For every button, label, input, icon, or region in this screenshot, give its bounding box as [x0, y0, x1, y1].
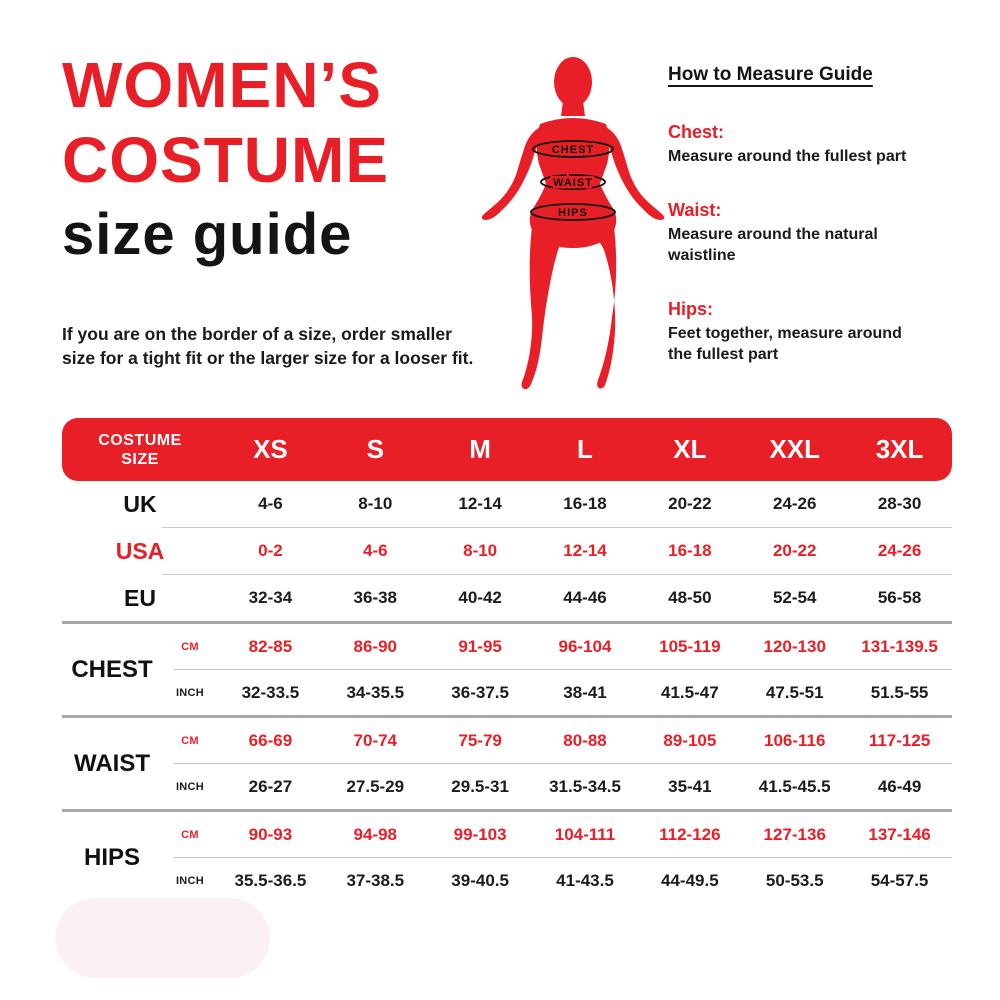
size-value-cell: 26-27	[248, 776, 293, 796]
region-row-label: UK	[123, 490, 157, 517]
size-value-cell: 39-40.5	[451, 870, 509, 890]
unit-label-cm: CM	[181, 828, 199, 841]
region-row-values	[218, 575, 952, 621]
figure-waist-label: WAIST	[553, 177, 593, 189]
size-value-cell: 36-37.5	[451, 682, 509, 702]
section-label: HIPS	[83, 843, 140, 871]
intro-note-line-2: size for a tight fit or the larger size for a looser fit.	[62, 348, 474, 368]
size-value-cell: 82-85	[248, 636, 293, 656]
intro-note-line-1: If you are on the border of a size, order smaller	[62, 324, 452, 344]
size-value-cell: 16-18	[563, 494, 607, 513]
measure-item-hips	[668, 299, 924, 365]
female-silhouette-figure	[480, 52, 675, 400]
size-header-cell: L	[577, 434, 593, 464]
size-value-cell: 32-34	[248, 588, 293, 607]
size-value-cell: 120-130	[763, 636, 826, 656]
size-value-cell: 24-26	[877, 541, 922, 560]
title-line-womens: WOMEN’S	[62, 49, 382, 121]
section-label: WAIST	[74, 749, 150, 777]
size-header-cell: XL	[673, 434, 707, 464]
size-value-cell: 94-98	[353, 824, 398, 844]
section-chest	[62, 624, 952, 715]
chest-cm-values	[218, 624, 952, 669]
unit-label-inch: INCH	[175, 874, 205, 887]
size-header-cell: XS	[253, 434, 288, 464]
unit-label-inch: INCH	[175, 686, 205, 699]
size-value-cell: 35.5-36.5	[234, 870, 307, 890]
size-value-cell: 32-33.5	[241, 682, 300, 702]
size-value-cell: 80-88	[563, 730, 607, 750]
measure-item-label: Waist:	[668, 200, 722, 220]
size-value-cell: 38-41	[563, 682, 607, 702]
table-header-row	[62, 418, 952, 481]
size-value-cell: 0-2	[258, 541, 283, 560]
figure-right-leg	[578, 227, 616, 389]
size-value-cell: 66-69	[248, 730, 293, 750]
measure-item-label: Hips:	[668, 299, 713, 319]
size-value-cell: 36-38	[353, 588, 398, 607]
size-value-cell: 48-50	[668, 588, 712, 607]
header-size-word: SIZE	[121, 450, 159, 468]
figure-hips-label: HIPS	[558, 207, 588, 219]
page-title	[62, 48, 389, 272]
intro-note	[62, 322, 473, 370]
waist-inch-values	[218, 764, 952, 809]
size-value-cell: 127-136	[763, 824, 826, 844]
waist-cm-row	[62, 718, 952, 763]
header-costume-word: COSTUME	[98, 431, 182, 449]
size-header-cell: XXL	[769, 434, 820, 464]
size-value-cell: 47.5-51	[765, 682, 824, 702]
size-value-cell: 52-54	[772, 588, 817, 607]
size-value-cell: 131-139.5	[861, 636, 938, 656]
size-value-cell: 41.5-47	[661, 682, 719, 702]
size-value-cell: 112-126	[659, 824, 721, 844]
measure-item-waist	[668, 200, 924, 266]
measure-item-text: Measure around the fullest part	[668, 148, 907, 165]
region-row-values	[218, 528, 952, 574]
size-value-cell: 104-111	[554, 824, 616, 844]
figure-right-arm	[604, 126, 664, 220]
size-value-cell: 51.5-55	[870, 682, 929, 702]
size-value-cell: 29.5-31	[451, 776, 509, 796]
hips-cm-row	[62, 812, 952, 857]
region-row-eu	[62, 575, 952, 621]
size-value-cell: 12-14	[458, 494, 502, 513]
faded-watermark-shape	[55, 898, 270, 978]
region-row-usa	[62, 528, 952, 574]
hips-cm-values	[218, 812, 952, 857]
size-value-cell: 46-49	[877, 776, 922, 796]
size-value-cell: 31.5-34.5	[549, 776, 621, 796]
unit-label-cm: CM	[181, 734, 199, 747]
size-value-cell: 41-43.5	[556, 870, 614, 890]
section-waist	[62, 718, 952, 809]
waist-inch-row	[62, 764, 952, 809]
size-value-cell: 41.5-45.5	[758, 776, 831, 796]
size-value-cell: 8-10	[358, 494, 393, 513]
title-line-costume: COSTUME	[62, 124, 389, 196]
measure-item-text: Measure around the natural waistline	[668, 226, 878, 264]
hips-inch-row	[62, 858, 952, 903]
size-value-cell: 4-6	[258, 494, 283, 513]
size-value-cell: 35-41	[668, 776, 712, 796]
size-value-cell: 99-103	[453, 824, 507, 844]
region-row-uk	[62, 481, 952, 527]
size-value-cell: 75-79	[458, 730, 502, 750]
chest-inch-row	[62, 670, 952, 715]
size-value-cell: 44-46	[563, 588, 607, 607]
size-value-cell: 16-18	[668, 541, 712, 560]
figure-left-arm	[482, 126, 542, 220]
size-value-cell: 70-74	[353, 730, 398, 750]
size-value-cell: 4-6	[362, 541, 388, 560]
size-value-cell: 24-26	[772, 494, 817, 513]
measure-item-text: Feet together, measure around the fullest part	[668, 325, 902, 363]
size-value-cell: 28-30	[877, 494, 922, 513]
size-value-cell: 12-14	[563, 541, 607, 560]
section-hips	[62, 812, 952, 903]
size-header-cell: 3XL	[875, 434, 924, 464]
size-value-cell: 90-93	[248, 824, 293, 844]
figure-left-leg	[522, 227, 570, 389]
size-value-cell: 86-90	[353, 636, 398, 656]
region-row-label: EU	[124, 584, 156, 611]
chest-inch-values	[218, 670, 952, 715]
female-silhouette	[482, 57, 665, 389]
size-value-cell: 117-125	[868, 730, 931, 750]
size-value-cell: 91-95	[458, 636, 502, 656]
measure-guide	[668, 64, 924, 365]
hips-inch-values	[218, 858, 952, 903]
size-value-cell: 44-49.5	[661, 870, 719, 890]
section-label: CHEST	[71, 655, 153, 683]
figure-neck	[561, 94, 585, 116]
size-value-cell: 89-105	[663, 730, 717, 750]
size-header-cell: M	[469, 434, 491, 464]
unit-label-cm: CM	[181, 640, 199, 653]
size-value-cell: 40-42	[458, 588, 502, 607]
size-value-cell: 20-22	[772, 541, 817, 560]
size-value-cell: 27.5-29	[346, 776, 405, 796]
size-table	[62, 418, 952, 903]
figure-chest-label: CHEST	[551, 144, 595, 156]
measure-guide-heading: How to Measure Guide	[668, 64, 873, 85]
size-value-cell: 105-119	[659, 636, 721, 656]
header-size-cells	[218, 418, 952, 481]
measure-item-chest	[668, 122, 924, 167]
size-header-cell: S	[366, 434, 384, 464]
title-line-size-guide: size guide	[62, 202, 353, 267]
size-value-cell: 106-116	[763, 730, 826, 750]
size-value-cell: 56-58	[877, 588, 922, 607]
header-costume-size-label	[62, 431, 218, 469]
size-value-cell: 37-38.5	[346, 870, 405, 890]
size-value-cell: 50-53.5	[765, 870, 824, 890]
chest-cm-row	[62, 624, 952, 669]
unit-label-inch: INCH	[175, 780, 205, 793]
measure-item-label: Chest:	[668, 122, 725, 142]
region-row-label: USA	[115, 537, 165, 564]
size-value-cell: 137-146	[868, 824, 931, 844]
size-value-cell: 8-10	[463, 541, 498, 560]
size-value-cell: 96-104	[558, 636, 612, 656]
size-value-cell: 34-35.5	[346, 682, 405, 702]
waist-cm-values	[218, 718, 952, 763]
region-row-values	[218, 481, 952, 527]
size-value-cell: 54-57.5	[870, 870, 929, 890]
size-value-cell: 20-22	[668, 494, 712, 513]
